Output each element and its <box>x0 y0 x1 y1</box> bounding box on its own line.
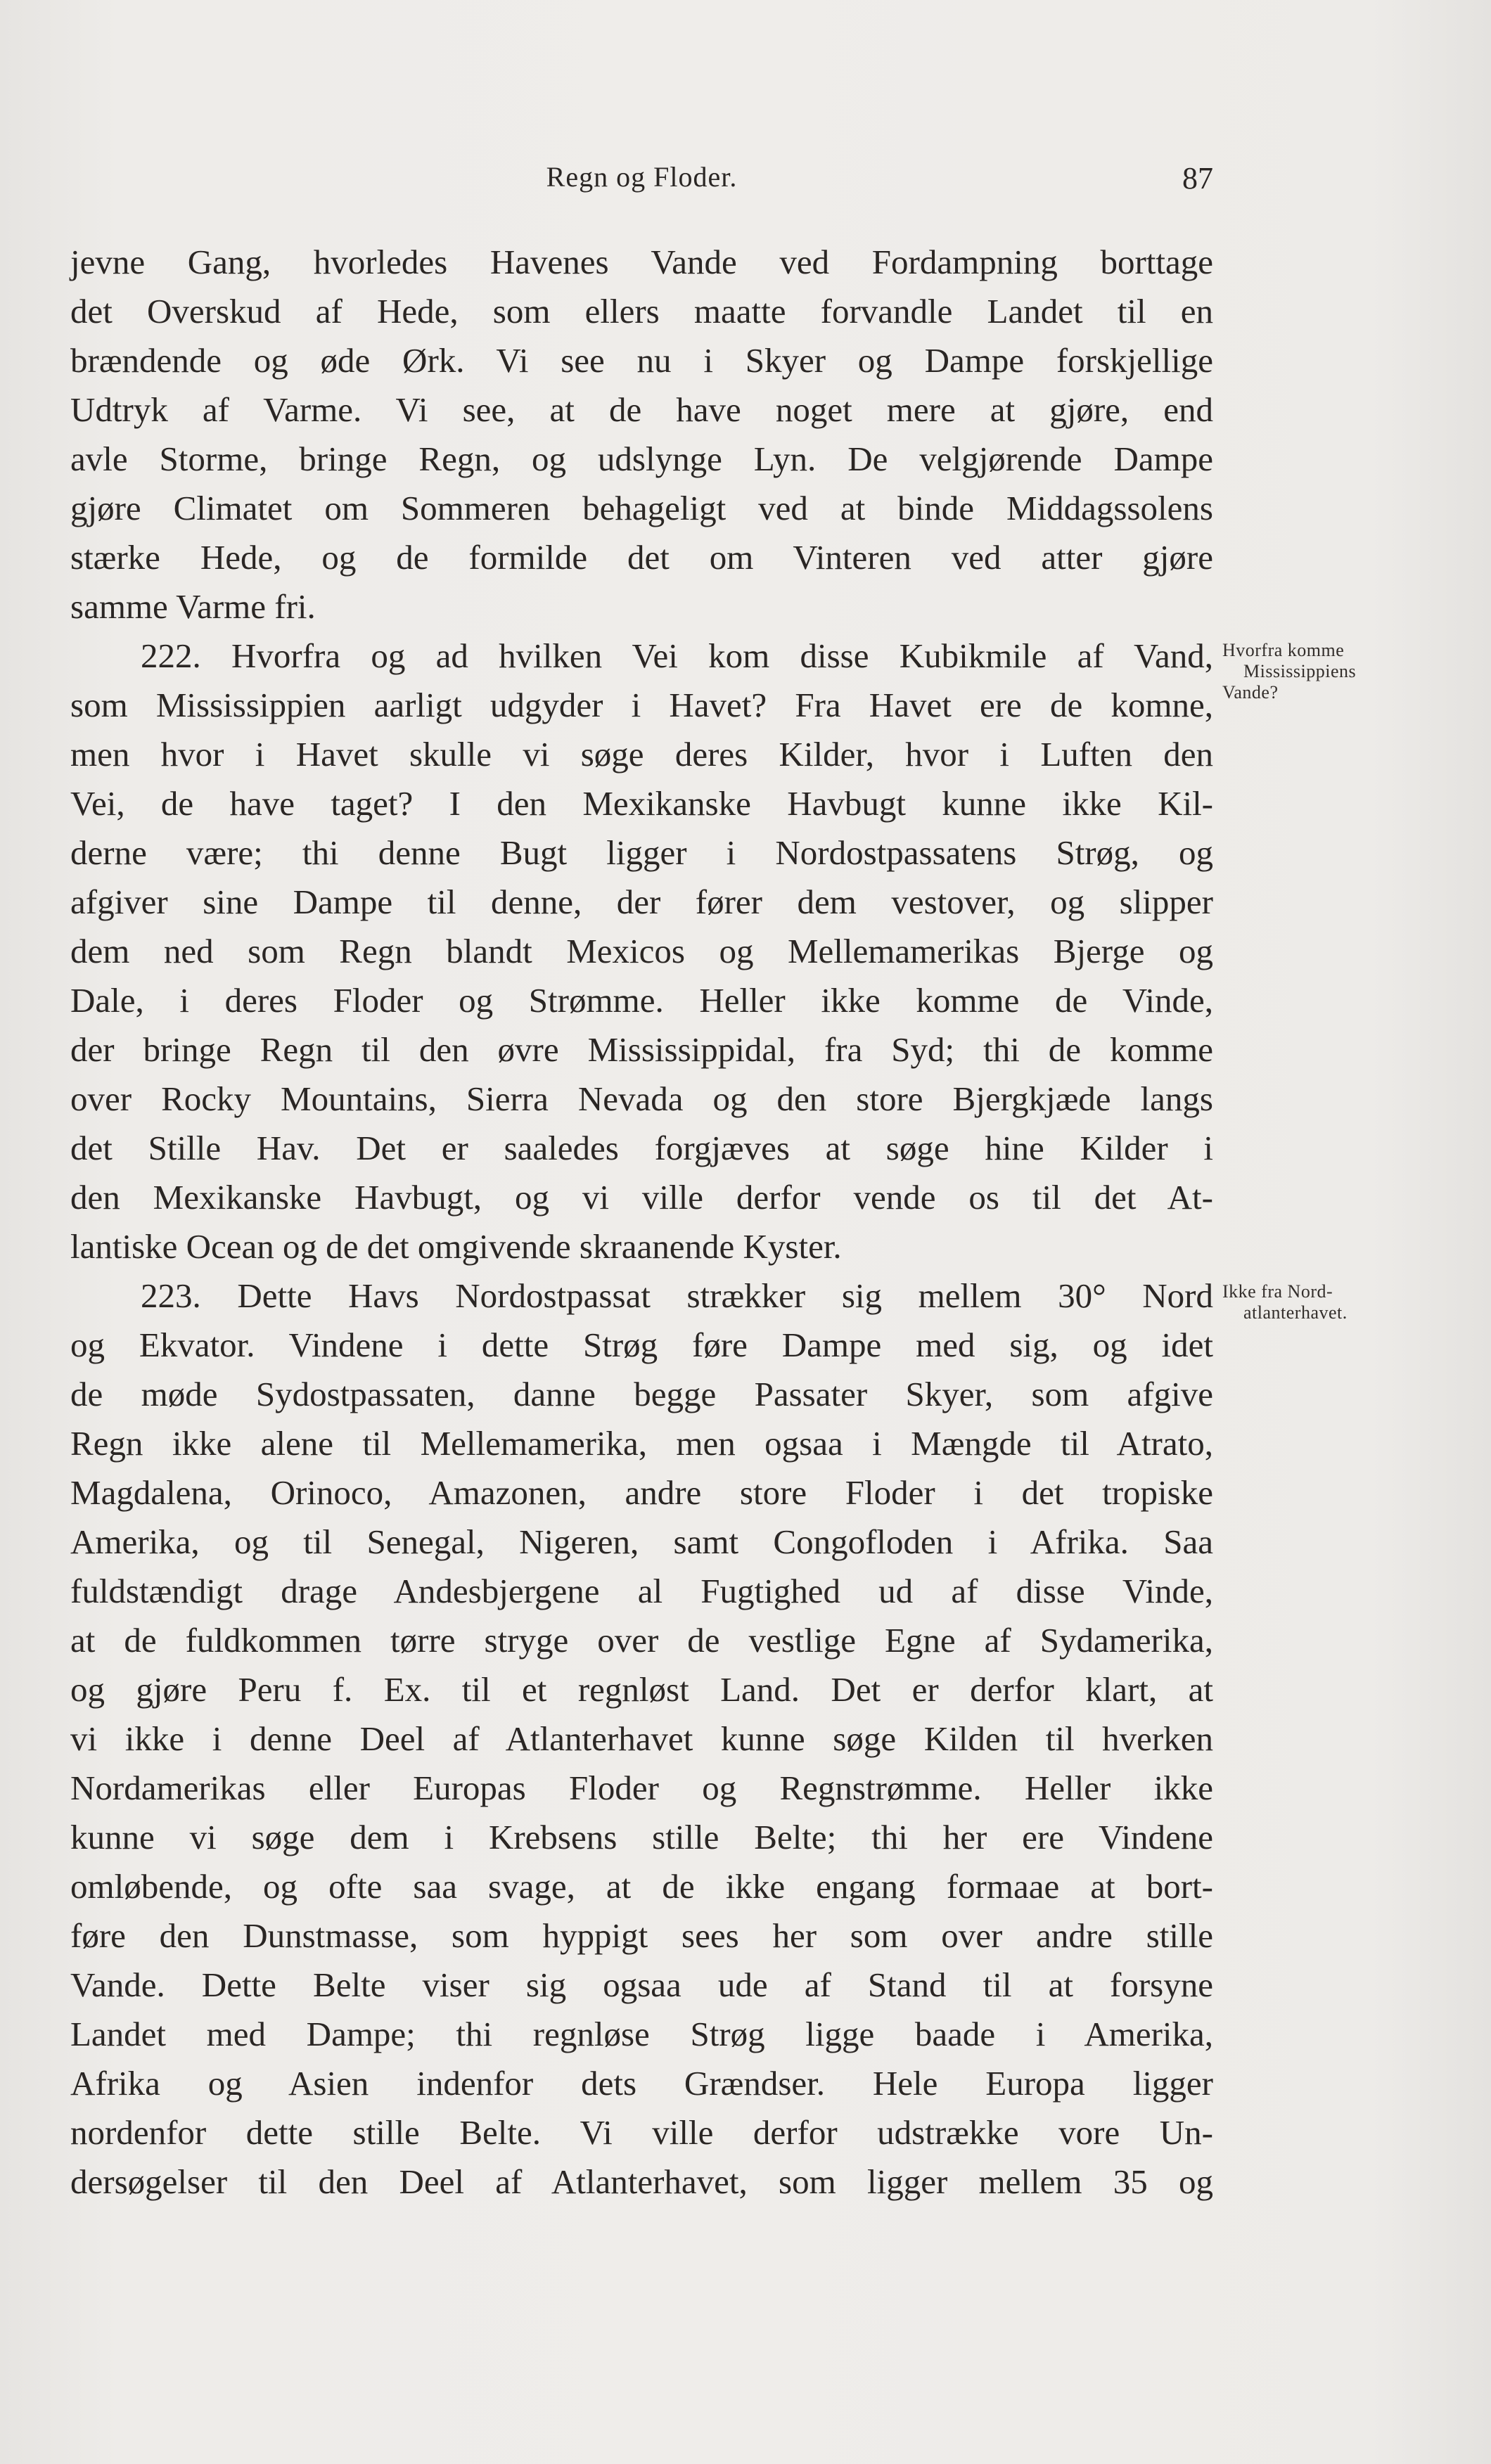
text-line: og Ekvator. Vindene i dette Strøg føre Dampe med sig, og idet <box>70 1326 1213 1364</box>
text-line: lantiske Ocean og de det omgivende skraanende Kyster. <box>70 1227 842 1266</box>
page-header <box>70 160 1213 205</box>
margin-note-atlantic <box>1222 1281 1426 1323</box>
text-line: dersøgelser til den Deel af Atlanterhavet, som ligger mellem 35 og <box>70 2162 1213 2201</box>
text-line: den Mexikanske Havbugt, og vi ville derfor vende os til det At- <box>70 1178 1213 1217</box>
running-title: Regn og Floder. <box>546 161 738 193</box>
text-line: Amerika, og til Senegal, Nigeren, samt Congofloden i Afrika. Saa <box>70 1522 1213 1561</box>
text-line: Magdalena, Orinoco, Amazonen, andre store Floder i det tropiske <box>70 1473 1213 1512</box>
text-line: og gjøre Peru f. Ex. til et regnløst Land. Det er derfor klart, at <box>70 1670 1213 1709</box>
text-line: som Mississippien aarligt udgyder i Havet? Fra Havet ere de komne, <box>70 686 1213 724</box>
text-line: stærke Hede, og de formilde det om Vinteren ved atter gjøre <box>70 538 1213 577</box>
text-line: vi ikke i denne Deel af Atlanterhavet kunne søge Kilden til hverken <box>70 1719 1213 1758</box>
text-line: Vei, de have taget? I den Mexikanske Havbugt kunne ikke Kil- <box>70 784 1213 823</box>
text-line: Afrika og Asien indenfor dets Grændser. Hele Europa ligger <box>70 2064 1213 2103</box>
text-line: jevne Gang, hvorledes Havenes Vande ved Fordampning borttage <box>70 243 1213 281</box>
margin-note-line: Ikke fra Nord- <box>1222 1281 1333 1302</box>
text-line: derne være; thi denne Bugt ligger i Nordostpassatens Strøg, og <box>70 833 1213 872</box>
text-line: afgiver sine Dampe til denne, der fører dem vestover, og slipper <box>70 883 1213 921</box>
margin-note-line: Vande? <box>1222 682 1279 702</box>
text-line: Landet med Dampe; thi regnløse Strøg ligge baade i Amerika, <box>70 2015 1213 2053</box>
text-line: fuldstændigt drage Andesbjergene al Fugtighed ud af disse Vinde, <box>70 1572 1213 1610</box>
text-line: Regn ikke alene til Mellemamerika, men ogsaa i Mængde til Atrato, <box>70 1424 1213 1463</box>
text-line <box>70 2207 1213 2256</box>
text-line: omløbende, og ofte saa svage, at de ikke engang formaae at bort- <box>70 1867 1213 1906</box>
margin-note-line: atlanterhavet. <box>1243 1302 1348 1323</box>
text-line: men hvor i Havet skulle vi søge deres Kilder, hvor i Luften den <box>70 735 1213 774</box>
text-line: føre den Dunstmasse, som hyppigt sees her som over andre stille <box>70 1916 1213 1955</box>
text-line: over Rocky Mountains, Sierra Nevada og den store Bjergkjæde langs <box>70 1079 1213 1118</box>
margin-note-mississippi <box>1222 640 1426 703</box>
text-line: det Stille Hav. Det er saaledes forgjæves at søge hine Kilder i <box>70 1129 1213 1167</box>
paragraph-start-223: 223. Dette Havs Nordostpassat strækker sig mellem 30° Nord <box>141 1276 1213 1315</box>
margin-note-line: Mississippiens <box>1243 661 1357 681</box>
text-line: avle Storme, bringe Regn, og udslynge Lyn. De velgjørende Dampe <box>70 439 1213 478</box>
text-line: dem ned som Regn blandt Mexicos og Mellemamerikas Bjerge og <box>70 932 1213 970</box>
text-line: gjøre Climatet om Sommeren behageligt ved at binde Middagssolens <box>70 489 1213 527</box>
text-line: at de fuldkommen tørre stryge over de vestlige Egne af Sydamerika, <box>70 1621 1213 1660</box>
text-line: der bringe Regn til den øvre Mississippidal, fra Syd; thi de komme <box>70 1030 1213 1069</box>
paragraph-start-222: 222. Hvorfra og ad hvilken Vei kom disse Kubikmile af Vand, <box>141 636 1213 675</box>
text-line: Nordamerikas eller Europas Floder og Regnstrømme. Heller ikke <box>70 1769 1213 1807</box>
text-line: brændende og øde Ørk. Vi see nu i Skyer og Dampe forskjellige <box>70 341 1213 380</box>
text-line: det Overskud af Hede, som ellers maatte forvandle Landet til en <box>70 292 1213 331</box>
text-line: de møde Sydostpassaten, danne begge Passater Skyer, som afgive <box>70 1375 1213 1413</box>
margin-note-line: Hvorfra komme <box>1222 640 1345 660</box>
text-line: Dale, i deres Floder og Strømme. Heller ikke komme de Vinde, <box>70 981 1213 1020</box>
text-line: nordenfor dette stille Belte. Vi ville derfor udstrække vore Un- <box>70 2113 1213 2152</box>
text-line: kunne vi søge dem i Krebsens stille Belte; thi her ere Vindene <box>70 1818 1213 1856</box>
page-number: 87 <box>1182 161 1213 195</box>
text-line: Udtryk af Varme. Vi see, at de have noget mere at gjøre, end <box>70 390 1213 429</box>
text-line: Vande. Dette Belte viser sig ogsaa ude af Stand til at forsyne <box>70 1965 1213 2004</box>
text-line: samme Varme fri. <box>70 587 316 626</box>
